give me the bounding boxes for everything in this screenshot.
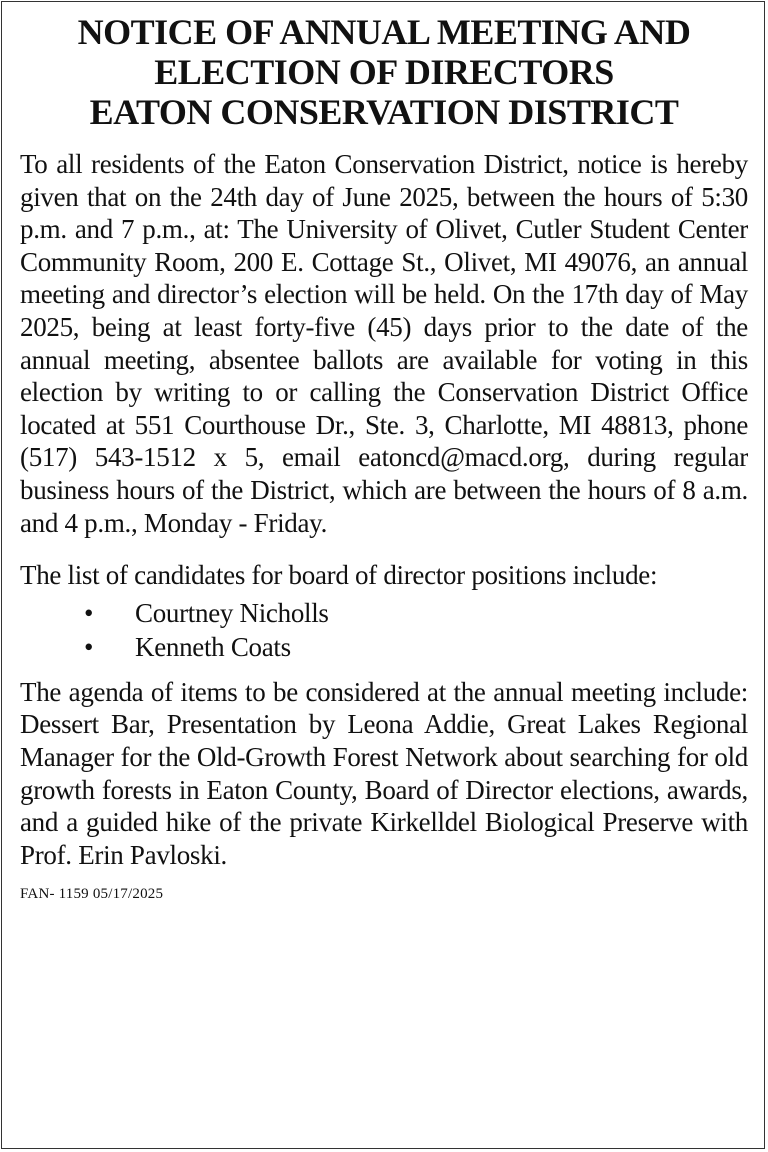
heading-line-3: EATON CONSERVATION DISTRICT xyxy=(89,92,679,132)
list-item xyxy=(20,596,748,630)
footer-reference: FAN- 1159 05/17/2025 xyxy=(20,886,164,903)
heading-line-2: ELECTION OF DIRECTORS xyxy=(154,52,614,92)
notice-heading xyxy=(20,12,748,132)
candidate-name: Courtney Nicholls xyxy=(135,597,329,628)
candidate-list xyxy=(20,596,748,664)
notice-content xyxy=(20,12,748,903)
list-item xyxy=(20,630,748,664)
candidate-name: Kenneth Coats xyxy=(135,631,291,662)
agenda-paragraph: The agenda of items to be considered at the annual meeting include: Dessert Bar, Presentation by Leona Addie, Great Lakes Regional Manager for the Old-Growth Forest Network about searching for old growth forests in Eaton County, Board of Director elections, awards, and a guided hike of the private Kirkelldel Biological Preserve with Prof. Erin Pavloski. xyxy=(20,676,748,870)
heading-line-1: NOTICE OF ANNUAL MEETING AND xyxy=(77,12,691,52)
candidates-intro-paragraph: The list of candidates for board of director positions include: xyxy=(20,560,658,591)
bullet-icon: • xyxy=(84,597,94,628)
meeting-details-paragraph: To all residents of the Eaton Conservation District, notice is hereby given that on the 24th day of June 2025, between the hours of 5:30 p.m. and 7 p.m., at: The University of Olivet, Cutler Student Center Community Room, 200 E. Cottage St., Olivet, MI 49076, an annual meeting and director’s election will be held. On the 17th day of May 2025, being at least forty-five (45) days prior to the date of the annual meeting, absentee ballots are available for voting in this election by writing to or calling the Conservation District Office located at 551 Courthouse Dr., Ste. 3, Charlotte, MI 48813, phone (517) 543-1512 x 5, email eatoncd@macd.org, during regular business hours of the District, which are between the hours of 8 a.m. and 4 p.m., Monday - Friday. xyxy=(20,149,748,538)
bullet-icon: • xyxy=(84,631,94,662)
